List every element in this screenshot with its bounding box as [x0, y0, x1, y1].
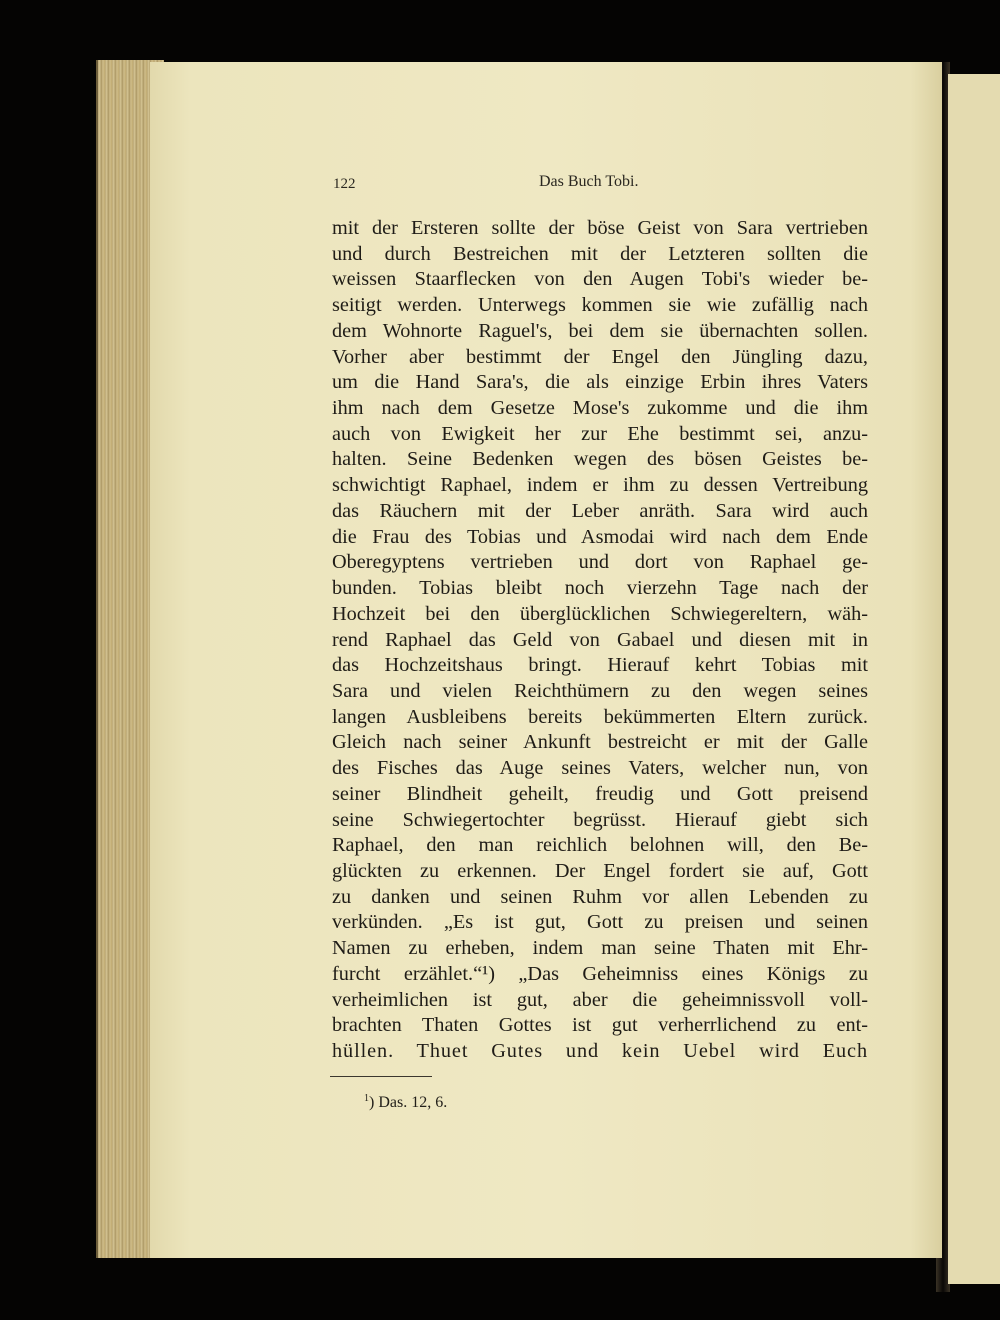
text-line: um die Hand Sara's, die als einzige Erbin ihres Vaters [332, 371, 868, 394]
text-line: das Hochzeitshaus bringt. Hierauf kehrt Tobias mit [332, 654, 868, 677]
text-line: des Fisches das Auge seines Vaters, welcher nun, von [332, 757, 868, 780]
text-line: hüllen. Thuet Gutes und kein Uebel wird Euch [332, 1040, 868, 1062]
footnote-text: ) Das. 12, 6. [369, 1094, 448, 1111]
text-line: zu danken und seinen Ruhm vor allen Lebenden zu [332, 885, 868, 908]
text-line: verkünden. „Es ist gut, Gott zu preisen und seinen [332, 911, 868, 934]
text-line: mit der Ersteren sollte der böse Geist von Sara vertrieben [332, 217, 868, 239]
running-title: Das Buch Tobi. [539, 173, 639, 190]
footnote-rule [330, 1076, 432, 1077]
text-line: seine Schwiegertochter begrüsst. Hierauf giebt sich [332, 808, 868, 831]
text-line: Vorher aber bestimmt der Engel den Jüngling dazu, [332, 345, 868, 368]
running-head [332, 173, 870, 195]
text-line: halten. Seine Bedenken wegen des bösen Geistes be- [332, 448, 868, 471]
footnote [364, 1093, 447, 1112]
text-line: brachten Thaten Gottes ist gut verherrlichend zu ent- [332, 1014, 868, 1037]
text-line: bunden. Tobias bleibt noch vierzehn Tage nach der [332, 577, 868, 600]
text-line: furcht erzählet.“¹) „Das Geheimniss eines Königs zu [332, 962, 868, 985]
text-line: die Frau des Tobias und Asmodai wird nach dem Ende [332, 525, 868, 548]
text-line: seitigt werden. Unterwegs kommen sie wie zufällig nach [332, 294, 868, 317]
text-line: ihm nach dem Gesetze Mose's zukomme und die ihm [332, 397, 868, 420]
text-line: glückten zu erkennen. Der Engel fordert sie auf, Gott [332, 859, 868, 882]
text-line: dem Wohnorte Raguel's, bei dem sie übernachten sollen. [332, 319, 868, 342]
text-line: rend Raphael das Geld von Gabael und diesen mit in [332, 628, 868, 651]
text-line: Namen zu erheben, indem man seine Thaten mit Ehr- [332, 937, 868, 960]
text-line: Gleich nach seiner Ankunft bestreicht er mit der Galle [332, 731, 868, 754]
text-line: verheimlichen ist gut, aber die geheimnissvoll voll- [332, 988, 868, 1011]
facing-page-edge [948, 74, 1000, 1284]
text-line: und durch Bestreichen mit der Letzteren sollten die [332, 242, 868, 265]
text-line: weissen Staarflecken von den Augen Tobi's wieder be- [332, 268, 868, 291]
text-line: seiner Blindheit geheilt, freudig und Gott preisend [332, 782, 868, 805]
text-line: schwichtigt Raphael, indem er ihm zu dessen Vertreibung [332, 474, 868, 497]
page-number: 122 [333, 176, 356, 192]
footnote-marker: 1 [364, 1093, 369, 1104]
text-line: auch von Ewigkeit her zur Ehe bestimmt sei, anzu- [332, 422, 868, 445]
text-line: langen Ausbleibens bereits bekümmerten Eltern zurück. [332, 705, 868, 728]
text-line: das Räuchern mit der Leber anräth. Sara wird auch [332, 499, 868, 522]
text-line: Raphael, den man reichlich belohnen will, den Be- [332, 834, 868, 857]
text-line: Sara und vielen Reichthümern zu den wegen seines [332, 679, 868, 702]
text-line: Oberegyptens vertrieben und dort von Raphael ge- [332, 551, 868, 574]
body-text [332, 216, 868, 1065]
text-line: Hochzeit bei den überglücklichen Schwiegereltern, wäh- [332, 602, 868, 625]
